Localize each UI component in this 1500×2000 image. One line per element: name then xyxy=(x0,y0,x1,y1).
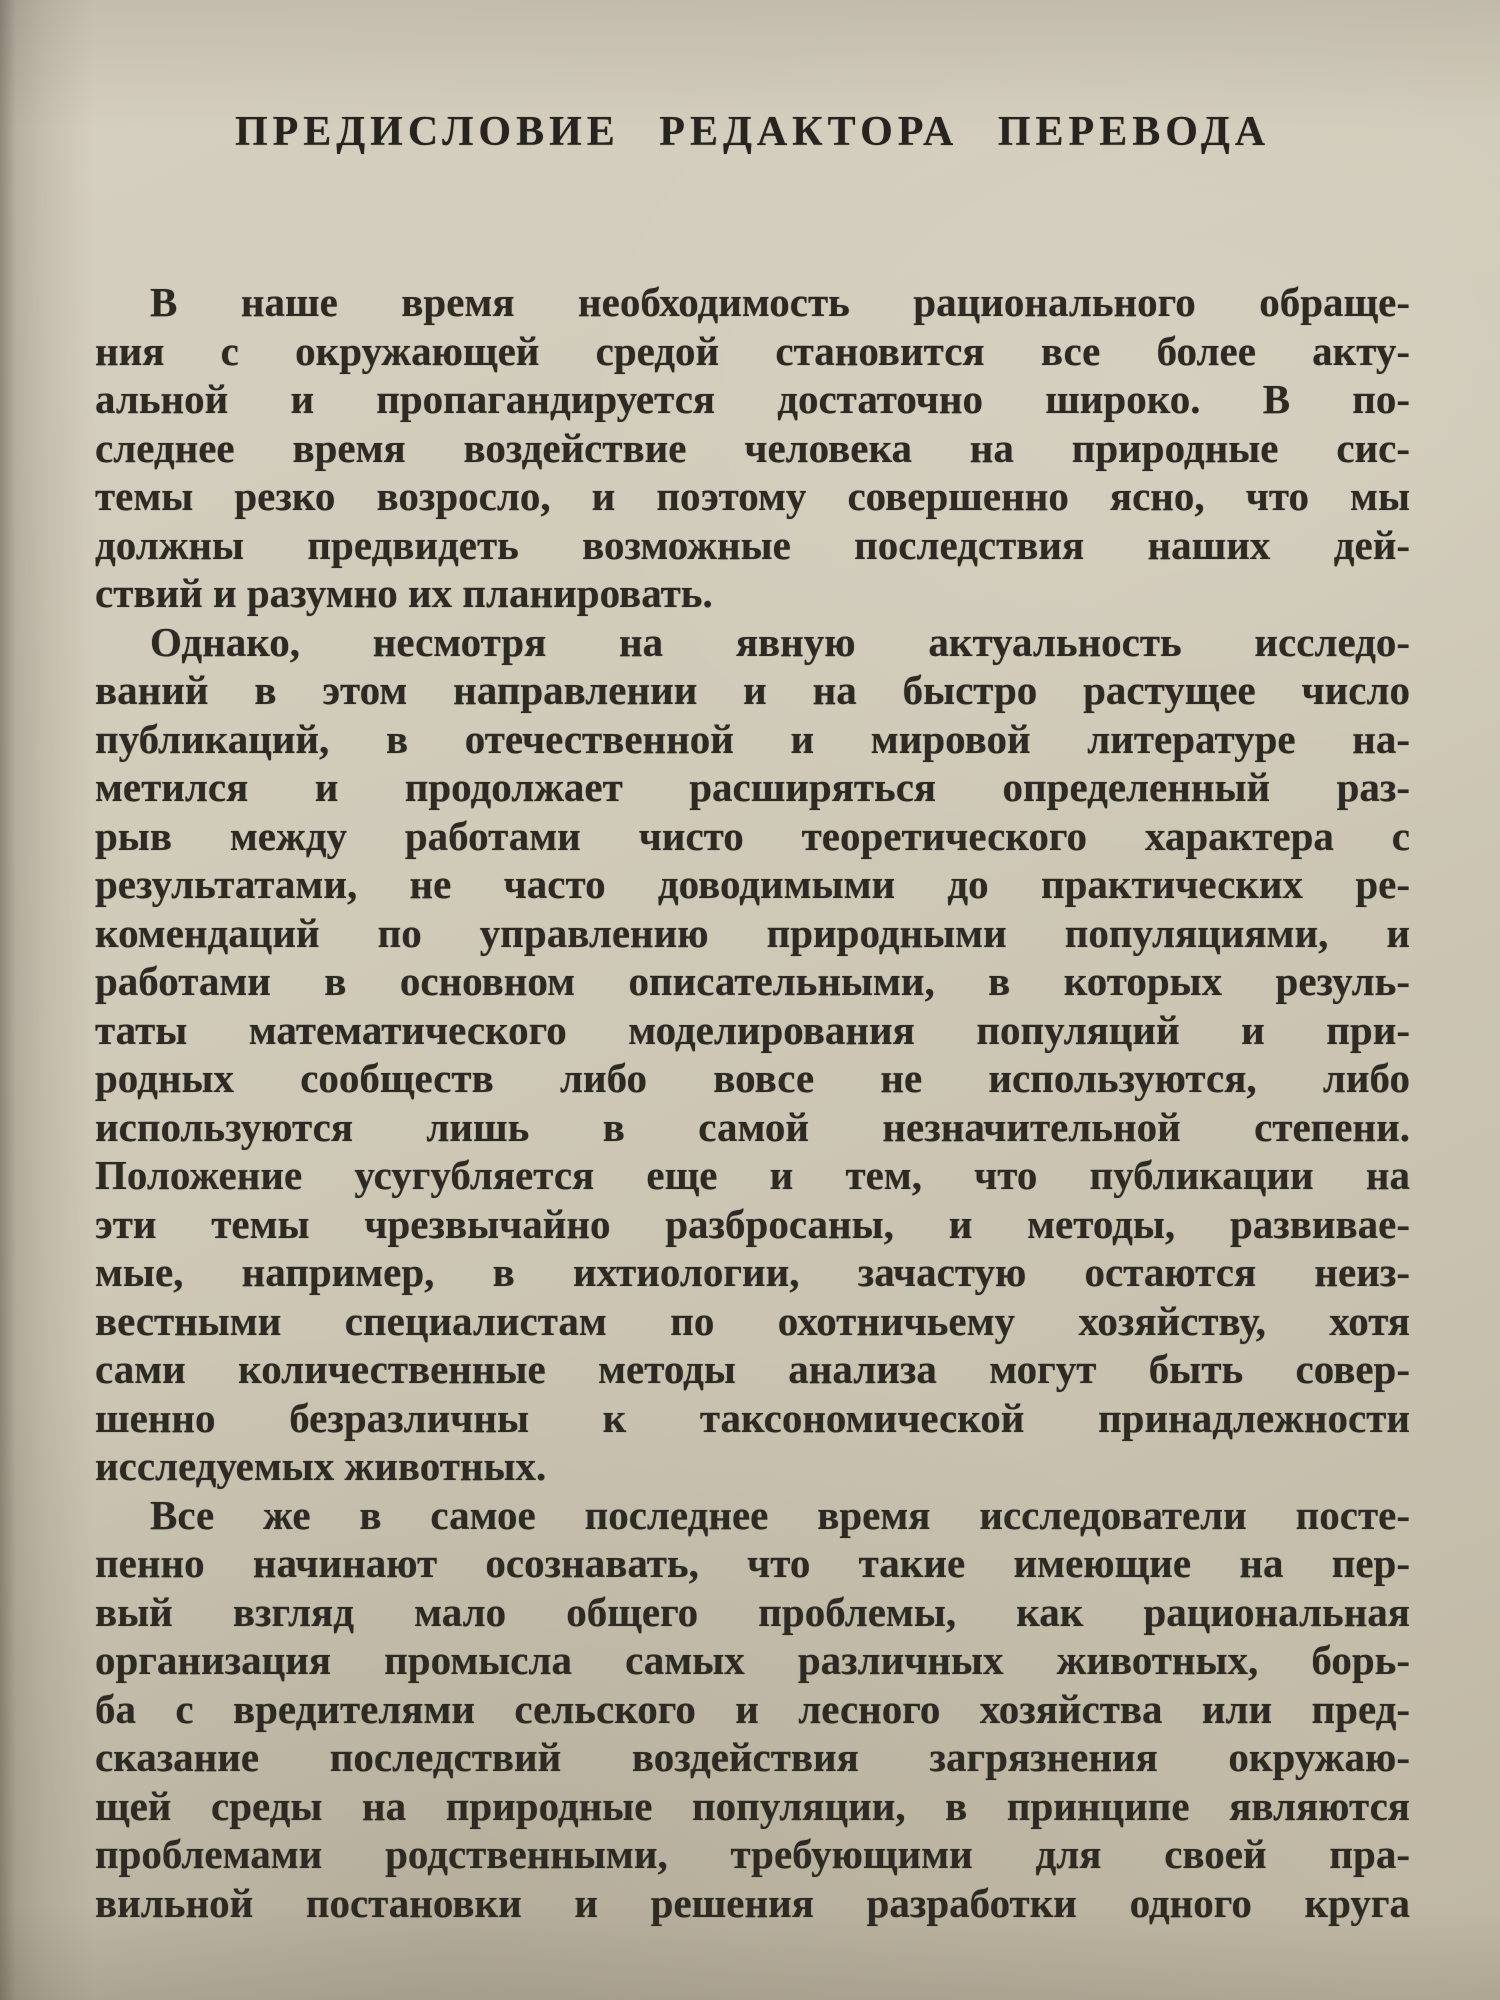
text-line: результатами, не часто доводимыми до практических ре- xyxy=(95,861,1410,907)
page-body xyxy=(95,278,1410,1927)
text-line: ба с вредителями сельского и лесного хозяйства или пред- xyxy=(95,1685,1410,1732)
text-line: вильной постановки и решения разработки одного круга xyxy=(95,1879,1410,1926)
page-title: ПРЕДИСЛОВИЕ РЕДАКТОРА ПЕРЕВОДА xyxy=(234,109,1271,155)
paragraph xyxy=(95,618,1410,1491)
text-line: организация промысла самых различных животных, борь- xyxy=(95,1637,1410,1683)
text-line: родных сообществ либо вовсе не используются, либо xyxy=(95,1055,1410,1101)
text-line: ствий и разумно их планировать. xyxy=(95,570,713,616)
text-line: темы резко возросло, и поэтому совершенно ясно, что мы xyxy=(95,473,1410,519)
text-line: ния с окружающей средой становится все более акту- xyxy=(95,327,1410,374)
text-line: рыв между работами чисто теоретического характера с xyxy=(95,812,1410,859)
text-line: комендаций по управлению природными популяциями, и xyxy=(95,909,1410,956)
text-line: должны предвидеть возможные последствия наших дей- xyxy=(95,521,1410,568)
text-line: Все же в самое последнее время исследователи посте- xyxy=(150,1491,1410,1538)
text-line: таты математического моделирования популяций и при- xyxy=(95,1006,1410,1053)
text-line: шенно безразличны к таксономической принадлежности xyxy=(95,1394,1410,1441)
text-line: ваний в этом направлении и на быстро растущее число xyxy=(95,667,1410,713)
text-line: пенно начинают осознавать, что такие имеющие на пер- xyxy=(95,1540,1410,1586)
text-line: сами количественные методы анализа могут быть совер- xyxy=(95,1346,1410,1392)
text-line: исследуемых животных. xyxy=(95,1443,547,1489)
paragraph xyxy=(95,1491,1410,1928)
text-line: мые, например, в ихтиологии, зачастую остаются неиз- xyxy=(95,1249,1410,1295)
text-line: эти темы чрезвычайно разбросаны, и методы, развивае- xyxy=(95,1200,1410,1247)
text-line: щей среды на природные популяции, в принципе являются xyxy=(95,1782,1410,1829)
text-line: Однако, несмотря на явную актуальность исследо- xyxy=(150,618,1410,665)
text-line: метился и продолжает расширяться определенный раз- xyxy=(95,764,1410,810)
text-line: В наше время необходимость рационального обраще- xyxy=(150,279,1410,325)
text-line: вый взгляд мало общего проблемы, как рациональная xyxy=(95,1588,1410,1635)
text-line: Положение усугубляется еще и тем, что публикации на xyxy=(95,1152,1410,1198)
text-line: используются лишь в самой незначительной степени. xyxy=(95,1103,1410,1150)
paragraph xyxy=(95,278,1410,618)
text-line: публикаций, в отечественной и мировой литературе на- xyxy=(95,715,1410,762)
text-line: сказание последствий воздействия загрязнения окружаю- xyxy=(95,1734,1410,1780)
text-line: следнее время воздействие человека на природные сис- xyxy=(95,424,1410,471)
text-line: проблемами родственными, требующими для своей пра- xyxy=(95,1831,1410,1877)
text-line: работами в основном описательными, в которых резуль- xyxy=(95,958,1410,1004)
text-line: вестными специалистам по охотничьему хозяйству, хотя xyxy=(95,1297,1410,1344)
text-line: альной и пропагандируется достаточно широко. В по- xyxy=(95,376,1410,422)
